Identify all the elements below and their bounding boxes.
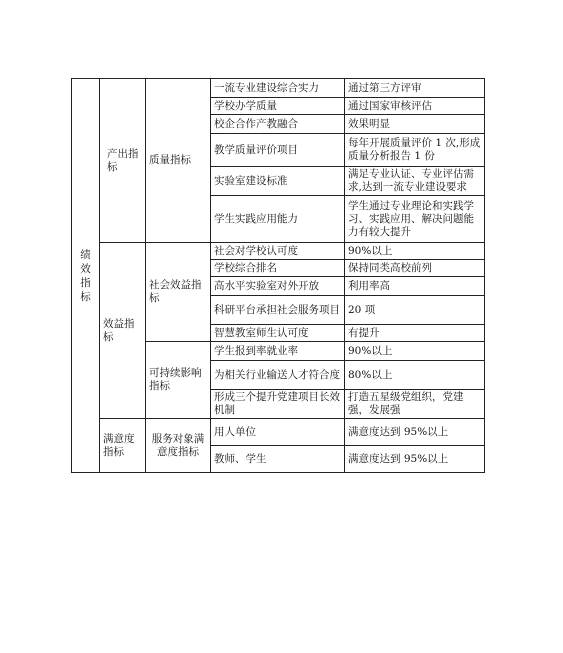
item-cell: 学校办学质量 <box>211 98 345 115</box>
item-cell: 校企合作产教融合 <box>211 115 345 134</box>
level2-benefit-cell <box>100 243 146 419</box>
value-cell: 80%以上 <box>345 361 485 390</box>
value-cell: 20 项 <box>345 296 485 325</box>
value-cell: 通过第三方评审 <box>345 79 485 98</box>
item-cell: 形成三个提升党建项目长效机制 <box>211 390 345 419</box>
value-cell: 打造五星级党组织，党建强，发展强 <box>345 390 485 419</box>
level2-satisfaction-label: 满意度指标 <box>103 432 135 458</box>
level1-label: 绩效指标 <box>80 248 91 303</box>
value-cell: 90%以上 <box>345 342 485 361</box>
item-cell: 为相关行业输送人才符合度 <box>211 361 345 390</box>
value-cell: 满意度达到 95%以上 <box>345 419 485 446</box>
value-cell: 满足专业认证、专业评估需求,达到一流专业建设要求 <box>345 167 485 196</box>
item-cell: 高水平实验室对外开放 <box>211 277 345 296</box>
level3-sustain-label: 可持续影响 指标 <box>149 367 202 392</box>
item-cell: 智慧教室师生认可度 <box>211 325 345 342</box>
table-row <box>72 79 485 98</box>
value-cell: 90%以上 <box>345 243 485 260</box>
value-cell: 效果明显 <box>345 115 485 134</box>
level1-cell <box>72 79 100 473</box>
level2-benefit-label: 效益指标 <box>103 317 135 343</box>
table-row <box>72 419 485 446</box>
value-cell: 有提升 <box>345 325 485 342</box>
item-cell: 学生实践应用能力 <box>211 196 345 243</box>
table-row <box>72 243 485 260</box>
value-cell: 每年开展质量评价 1 次,形成质量分析报告 1 份 <box>345 134 485 167</box>
item-cell: 一流专业建设综合实力 <box>211 79 345 98</box>
level3-quality-cell <box>146 79 211 243</box>
level3-social-cell <box>146 243 211 342</box>
value-cell: 学生通过专业理论和实践学习、实践应用、解决问题能力有较大提升 <box>345 196 485 243</box>
item-cell: 用人单位 <box>211 419 345 446</box>
level3-quality-label: 质量指标 <box>149 154 191 166</box>
value-cell: 满意度达到 95%以上 <box>345 446 485 473</box>
value-cell: 保持同类高校前列 <box>345 260 485 277</box>
value-cell: 通过国家审核评估 <box>345 98 485 115</box>
item-cell: 社会对学校认可度 <box>211 243 345 260</box>
value-cell: 利用率高 <box>345 277 485 296</box>
level3-social-label: 社会效益指标 <box>149 279 202 304</box>
level2-satisfaction-cell <box>100 419 146 473</box>
item-cell: 学校综合排名 <box>211 260 345 277</box>
item-cell: 学生报到率就业率 <box>211 342 345 361</box>
item-cell: 科研平台承担社会服务项目 <box>211 296 345 325</box>
item-cell: 教学质量评价项目 <box>211 134 345 167</box>
item-cell: 教师、学生 <box>211 446 345 473</box>
level3-service-cell <box>146 419 211 473</box>
indicator-table <box>71 78 485 473</box>
item-cell: 实验室建设标准 <box>211 167 345 196</box>
level2-output-cell <box>100 79 146 243</box>
level2-output-label: 产出指标 <box>107 147 139 173</box>
level3-service-label: 服务对象满意度指标 <box>151 432 205 458</box>
level3-sustain-cell <box>146 342 211 419</box>
